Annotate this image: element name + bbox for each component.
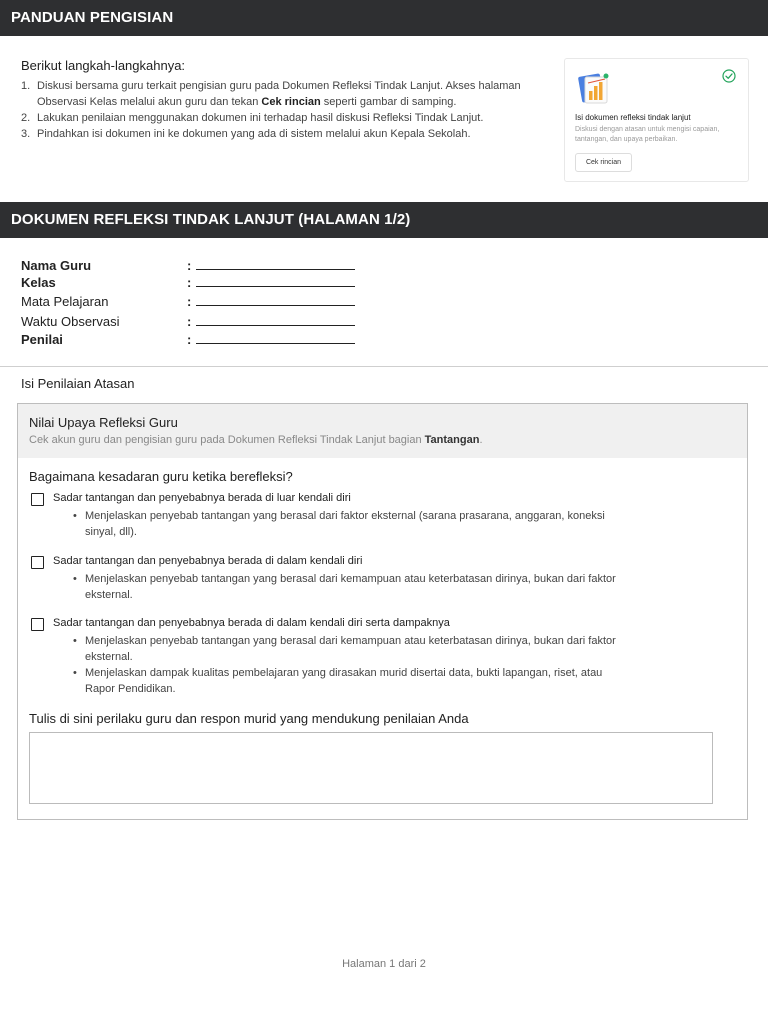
guide-step: 1. Diskusi bersama guru terkait pengisian guru pada Dokumen Refleksi Tindak Lanjut. Akses halaman Observasi Kelas melalui akun guru dan tekan Cek rincian seperti gambar di samping. — [21, 80, 521, 108]
option-3-checkbox[interactable] — [31, 618, 44, 631]
notes-textarea[interactable] — [29, 732, 713, 804]
field-kelas: Kelas : — [21, 275, 361, 293]
bullet-item: • Menjelaskan dampak kualitas pembelajaran yang dirasakan murid disertai data, bukti lapangan, riset, atau Rapor Pendidikan. — [71, 665, 631, 697]
assessment-box-header — [18, 404, 747, 458]
cek-rincian-emphasis: Cek rincian — [261, 96, 321, 108]
cek-rincian-button[interactable]: Cek rincian — [575, 153, 632, 172]
assessment-box — [17, 403, 748, 820]
option-1-checkbox[interactable] — [31, 493, 44, 506]
document-header-bar — [0, 202, 768, 238]
guide-steps-list — [21, 78, 561, 142]
bullet-item: • Menjelaskan penyebab tantangan yang berasal dari kemampuan atau keterbatasan dirinya, bukan dari faktor eksternal. — [71, 633, 631, 665]
guide-step: 2. Lakukan penilaian menggunakan dokumen ini terhadap hasil diskusi Refleksi Tindak Lanjut. — [21, 112, 484, 124]
section-label: Isi Penilaian Atasan — [21, 376, 135, 391]
option-1-bullets — [71, 508, 631, 540]
page-footer: Halaman 1 dari 2 — [342, 958, 426, 970]
option-3-bullets — [71, 633, 631, 697]
field-waktu-observasi: Waktu Observasi : — [21, 314, 361, 332]
option-2-bullets — [71, 571, 631, 603]
guide-intro: Berikut langkah-langkahnya: — [21, 58, 186, 73]
document-header-title: DOKUMEN REFLEKSI TINDAK LANJUT (HALAMAN 1/2) — [11, 211, 411, 228]
mata-pelajaran-line[interactable] — [196, 305, 355, 306]
waktu-observasi-line[interactable] — [196, 325, 355, 326]
card-title: Isi dokumen refleksi tindak lanjut — [575, 113, 691, 122]
field-penilai: Penilai : — [21, 332, 361, 350]
example-card — [564, 58, 749, 182]
option-1-label: Sadar tantangan dan penyebabnya berada di luar kendali diri — [53, 492, 351, 504]
penilai-line[interactable] — [196, 343, 355, 344]
option-3-label: Sadar tantangan dan penyebabnya berada di dalam kendali diri serta dampaknya — [53, 617, 450, 629]
assessment-title: Nilai Upaya Refleksi Guru — [29, 415, 178, 430]
card-description: Diskusi dengan atasan untuk mengisi capaian, tantangan, dan upaya perbaikan. — [575, 126, 720, 143]
notes-label: Tulis di sini perilaku guru dan respon murid yang mendukung penilaian Anda — [29, 711, 469, 726]
option-2-label: Sadar tantangan dan penyebabnya berada di dalam kendali diri — [53, 555, 363, 567]
kelas-line[interactable] — [196, 286, 355, 287]
option-2-checkbox[interactable] — [31, 556, 44, 569]
question-text: Bagaimana kesadaran guru ketika berefleksi? — [29, 469, 293, 484]
section-divider — [0, 366, 768, 367]
check-circle-icon — [722, 69, 736, 83]
document-chart-icon — [577, 71, 613, 105]
bullet-item: • Menjelaskan penyebab tantangan yang berasal dari faktor eksternal (sarana prasarana, anggaran, koneksi sinyal, dll). — [71, 508, 631, 540]
assessment-subtitle: Cek akun guru dan pengisian guru pada Dokumen Refleksi Tindak Lanjut bagian Tantangan. — [29, 434, 483, 446]
guide-step: 3. Pindahkan isi dokumen ini ke dokumen yang ada di sistem melalui akun Kepala Sekolah. — [21, 128, 471, 140]
nama-guru-line[interactable] — [196, 269, 355, 270]
guide-header-bar — [0, 0, 768, 36]
bullet-item: • Menjelaskan penyebab tantangan yang berasal dari kemampuan atau keterbatasan dirinya, bukan dari faktor eksternal. — [71, 571, 631, 603]
guide-header-title: PANDUAN PENGISIAN — [11, 9, 174, 26]
field-mata-pelajaran: Mata Pelajaran : — [21, 294, 361, 312]
field-nama-guru: Nama Guru : — [21, 258, 361, 276]
